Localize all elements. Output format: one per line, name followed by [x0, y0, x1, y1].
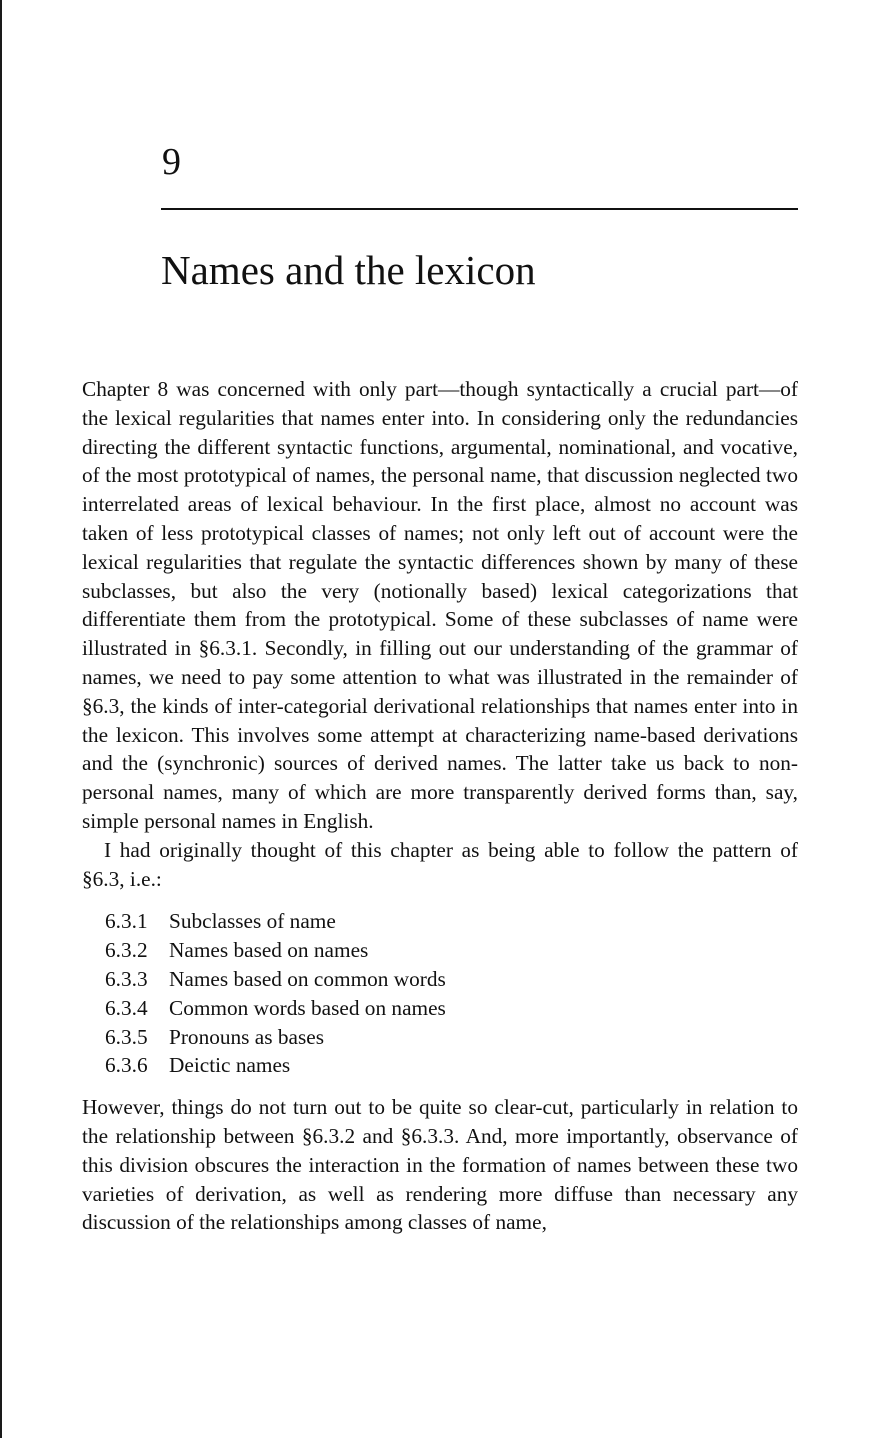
section-number: 6.3.2: [105, 938, 148, 963]
section-list-item: [105, 994, 798, 1023]
section-number: 6.3.4: [105, 995, 148, 1020]
chapter-number: 9: [162, 141, 181, 183]
section-number: 6.3.1: [105, 909, 148, 934]
chapter-title: Names and the lexicon: [161, 247, 536, 293]
body-paragraph-2: I had originally thought of this chapter as being able to follow the pattern of §6.3, i.e.:: [82, 837, 798, 891]
section-label: Subclasses of name: [169, 909, 336, 934]
section-label: Names based on names: [169, 938, 369, 963]
section-label: Names based on common words: [169, 966, 446, 991]
chapter-header: [161, 140, 798, 293]
section-list-item: [105, 965, 798, 994]
section-label: Pronouns as bases: [169, 1024, 324, 1049]
section-label: Deictic names: [169, 1053, 291, 1078]
body-paragraph-1: Chapter 8 was concerned with only part—though syntactically a crucial part—of the lexical regularities that names enter into. In considering only the redundancies directing the different syntactic functions, argumental, nominational, and vocative, of the most prototypical of names, the personal name, that discussion neglected two interrelated areas of lexical behaviour. In the first place, almost no account was taken of less prototypical classes of names; not only left out of account were the lexical regularities that regulate the syntactic differences shown by many of these subclasses, but also the very (notionally based) lexical categorizations that differentiate them from the prototypical. Some of these subclasses of name were illustrated in §6.3.1. Secondly, in filling out our understanding of the grammar of names, we need to pay some attention to what was illustrated in the remainder of §6.3, the kinds of inter-categorial derivational relationships that names enter into in the lexicon. This involves some attempt at characterizing name-based derivations and the (synchronic) sources of derived names. The latter take us back to non-personal names, many of which are more transparently derived forms than, say, simple personal names in English.: [82, 377, 798, 833]
section-list-item: [105, 1051, 798, 1080]
chapter-body: [82, 375, 798, 1237]
section-list-item: [105, 1023, 798, 1052]
body-paragraph-3: However, things do not turn out to be quite so clear-cut, particularly in relation to the relationship between §6.3.2 and §6.3.3. And, more importantly, observance of this division obscures the interaction in the formation of names between these two varieties of derivation, as well as rendering more diffuse than necessary any discussion of the relationships among classes of name,: [82, 1095, 798, 1235]
section-number: 6.3.3: [105, 966, 148, 991]
section-label: Common words based on names: [169, 995, 446, 1020]
page-edge-border: [0, 0, 2, 1438]
section-number: 6.3.6: [105, 1053, 148, 1078]
section-list-item: [105, 936, 798, 965]
section-list-item: [105, 907, 798, 936]
section-number: 6.3.5: [105, 1024, 148, 1049]
section-list: [82, 907, 798, 1080]
chapter-rule-divider: [161, 208, 798, 210]
